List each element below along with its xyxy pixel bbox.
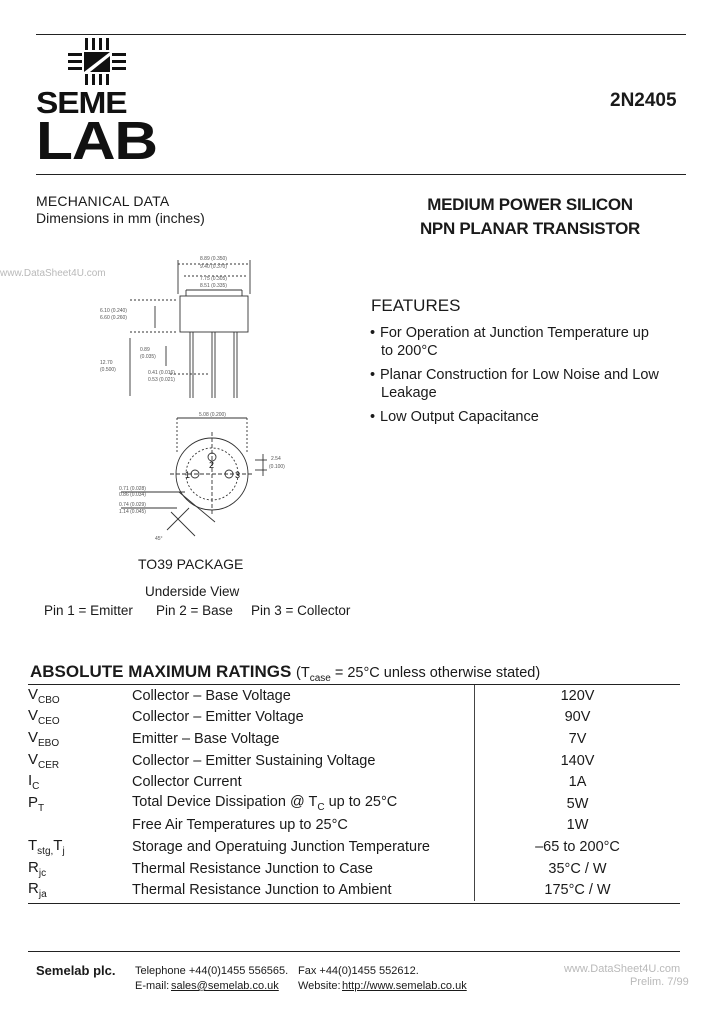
package-side-view-drawing bbox=[100, 250, 300, 400]
ratings-row bbox=[28, 879, 680, 901]
pin-3-number: 3 bbox=[235, 470, 241, 480]
top-rule bbox=[36, 34, 686, 35]
logo-text-lab: LAB bbox=[36, 111, 157, 171]
pin-2-number: 2 bbox=[209, 460, 215, 470]
rating-symbol: $V_{CER}$ bbox=[28, 750, 60, 771]
feature-item: • Low Output Capacitance bbox=[370, 409, 539, 425]
svg-text:9.40 (0.370): 9.40 (0.370) bbox=[200, 264, 227, 270]
rating-value: 140V bbox=[560, 752, 595, 769]
rating-symbol: $P_T$ bbox=[28, 793, 45, 814]
ratings-row bbox=[28, 685, 680, 707]
footer-rule bbox=[28, 951, 680, 952]
svg-text:(0.100): (0.100) bbox=[269, 464, 285, 470]
pin-1-number: 1 bbox=[185, 470, 191, 480]
ratings-row bbox=[28, 836, 680, 858]
logo-grid-icon bbox=[36, 38, 158, 86]
svg-text:0.41 (0.016): 0.41 (0.016) bbox=[148, 370, 175, 376]
package-name: TO39 PACKAGE bbox=[138, 556, 244, 572]
underside-view-label: Underside View bbox=[145, 584, 240, 599]
feature-item: • Planar Construction for Low Noise and Low Leakage bbox=[370, 367, 659, 401]
ratings-row bbox=[28, 707, 680, 729]
rating-description: Collector – Emitter Sustaining Voltage bbox=[132, 750, 475, 772]
ratings-row bbox=[28, 793, 680, 815]
footer-email-label: E-mail: bbox=[135, 980, 170, 992]
watermark-left: www.DataSheet4U.com bbox=[0, 268, 106, 279]
pin-2-label: Pin 2 = Base bbox=[156, 603, 233, 618]
svg-text:6.60 (0.260): 6.60 (0.260) bbox=[100, 315, 127, 321]
rating-description: Thermal Resistance Junction to Ambient bbox=[132, 879, 475, 901]
svg-text:0.53 (0.021): 0.53 (0.021) bbox=[148, 377, 175, 383]
pin-3-label: Pin 3 = Collector bbox=[251, 603, 351, 618]
svg-text:(0.035): (0.035) bbox=[140, 354, 156, 360]
svg-text:7.75 (0.305): 7.75 (0.305) bbox=[200, 276, 227, 282]
headline-line-2: NPN PLANAR TRANSISTOR bbox=[419, 219, 641, 238]
ratings-condition: ($T_{case} = 25^\circ C$ unless otherwise stated) bbox=[296, 665, 541, 684]
svg-text:8.51 (0.335): 8.51 (0.335) bbox=[200, 283, 227, 289]
rating-description: Free Air Temperatures up to 25°C bbox=[132, 815, 475, 837]
rating-value: 1W bbox=[566, 817, 589, 834]
svg-text:0.71 (0.028): 0.71 (0.028) bbox=[119, 486, 146, 492]
rating-symbol-cell bbox=[28, 815, 132, 837]
part-number: 2N2405 bbox=[610, 90, 677, 111]
rating-symbol: $V_{EBO}$ bbox=[28, 728, 60, 749]
rating-description: Collector – Emitter Voltage bbox=[132, 707, 475, 729]
rating-value: 1A bbox=[568, 774, 587, 791]
svg-text:8.89 (0.350): 8.89 (0.350) bbox=[200, 256, 227, 262]
svg-text:45°: 45° bbox=[155, 536, 163, 542]
rating-value: 7V bbox=[568, 730, 587, 747]
rating-description: Storage and Operatuing Junction Temperature bbox=[132, 836, 475, 858]
svg-text:0.89: 0.89 bbox=[140, 347, 150, 353]
rating-symbol: $I_C$ bbox=[28, 772, 40, 793]
svg-text:2.54: 2.54 bbox=[271, 456, 281, 462]
ratings-row bbox=[28, 858, 680, 880]
ratings-bottom-rule bbox=[28, 903, 680, 904]
watermark-right: www.DataSheet4U.com bbox=[564, 963, 681, 975]
rating-symbol-cell bbox=[28, 707, 132, 729]
rating-value: 175°C / W bbox=[544, 882, 611, 899]
header-rule bbox=[36, 174, 686, 175]
footer-fax: Fax +44(0)1455 552612. bbox=[298, 965, 419, 977]
rating-value: 90V bbox=[564, 709, 591, 726]
rating-symbol-cell bbox=[28, 879, 132, 901]
ratings-table bbox=[28, 685, 680, 901]
features-title: FEATURES bbox=[371, 296, 461, 315]
features-list bbox=[370, 324, 690, 426]
rating-symbol: $V_{CBO}$ bbox=[28, 685, 60, 706]
rating-value: 35°C / W bbox=[548, 860, 607, 877]
prelim-date: Prelim. 7/99 bbox=[630, 976, 689, 988]
ratings-row bbox=[28, 771, 680, 793]
device-headline bbox=[380, 193, 680, 241]
package-underside-view-drawing bbox=[115, 412, 315, 552]
mechanical-data-subtitle: Dimensions in mm (inches) bbox=[36, 210, 205, 226]
footer-website-link[interactable]: http://www.semelab.co.uk bbox=[342, 980, 467, 992]
rating-symbol-cell bbox=[28, 771, 132, 793]
rating-description: Thermal Resistance Junction to Case bbox=[132, 858, 475, 880]
rating-symbol-cell bbox=[28, 793, 132, 815]
rating-symbol-cell bbox=[28, 728, 132, 750]
headline-line-1: MEDIUM POWER SILICON bbox=[427, 195, 633, 214]
svg-text:(0.500): (0.500) bbox=[100, 367, 116, 373]
rating-symbol-cell bbox=[28, 836, 132, 858]
rating-description: Emitter – Base Voltage bbox=[132, 728, 475, 750]
rating-symbol-cell bbox=[28, 750, 132, 772]
ratings-row bbox=[28, 728, 680, 750]
feature-item: • For Operation at Junction Temperature up to 200°C bbox=[370, 325, 649, 359]
footer-email-link[interactable]: sales@semelab.co.uk bbox=[171, 980, 279, 992]
footer-company: Semelab plc. bbox=[36, 963, 116, 978]
company-logo bbox=[36, 38, 158, 171]
mechanical-data-title: MECHANICAL DATA bbox=[36, 193, 170, 209]
svg-text:5.08 (0.200): 5.08 (0.200) bbox=[199, 412, 226, 418]
rating-symbol-cell bbox=[28, 858, 132, 880]
rating-symbol: $T_{stg,}T_j$ bbox=[28, 836, 65, 857]
ratings-row bbox=[28, 750, 680, 772]
footer-website-label: Website: bbox=[298, 980, 341, 992]
rating-symbol: $V_{CEO}$ bbox=[28, 707, 60, 728]
footer-phone: Telephone +44(0)1455 556565. bbox=[135, 965, 289, 977]
rating-description: Total Device Dissipation @ $T_C$ up to 25°C bbox=[132, 793, 475, 815]
rating-symbol: $R_{jc}$ bbox=[28, 858, 47, 879]
logo-text-seme: SEME bbox=[36, 85, 127, 120]
svg-text:6.10 (0.240): 6.10 (0.240) bbox=[100, 308, 127, 314]
rating-symbol-cell bbox=[28, 685, 132, 707]
svg-text:0.86 (0.034): 0.86 (0.034) bbox=[119, 492, 146, 498]
rating-description: Collector Current bbox=[132, 771, 475, 793]
ratings-row bbox=[28, 815, 680, 837]
rating-value: –65 to 200°C bbox=[535, 838, 620, 855]
svg-text:1.14 (0.045): 1.14 (0.045) bbox=[119, 509, 146, 515]
rating-description: Collector – Base Voltage bbox=[132, 685, 475, 707]
rating-value: 5W bbox=[566, 795, 589, 812]
svg-text:12.70: 12.70 bbox=[100, 360, 113, 366]
pin-1-label: Pin 1 = Emitter bbox=[44, 603, 133, 618]
svg-text:0.74 (0.029): 0.74 (0.029) bbox=[119, 502, 146, 508]
rating-value: 120V bbox=[560, 687, 595, 704]
ratings-title: ABSOLUTE MAXIMUM RATINGS ($T_{case} = 25^\circ C$ unless otherwise stated) bbox=[30, 662, 541, 684]
rating-symbol: $R_{ja}$ bbox=[28, 880, 47, 901]
